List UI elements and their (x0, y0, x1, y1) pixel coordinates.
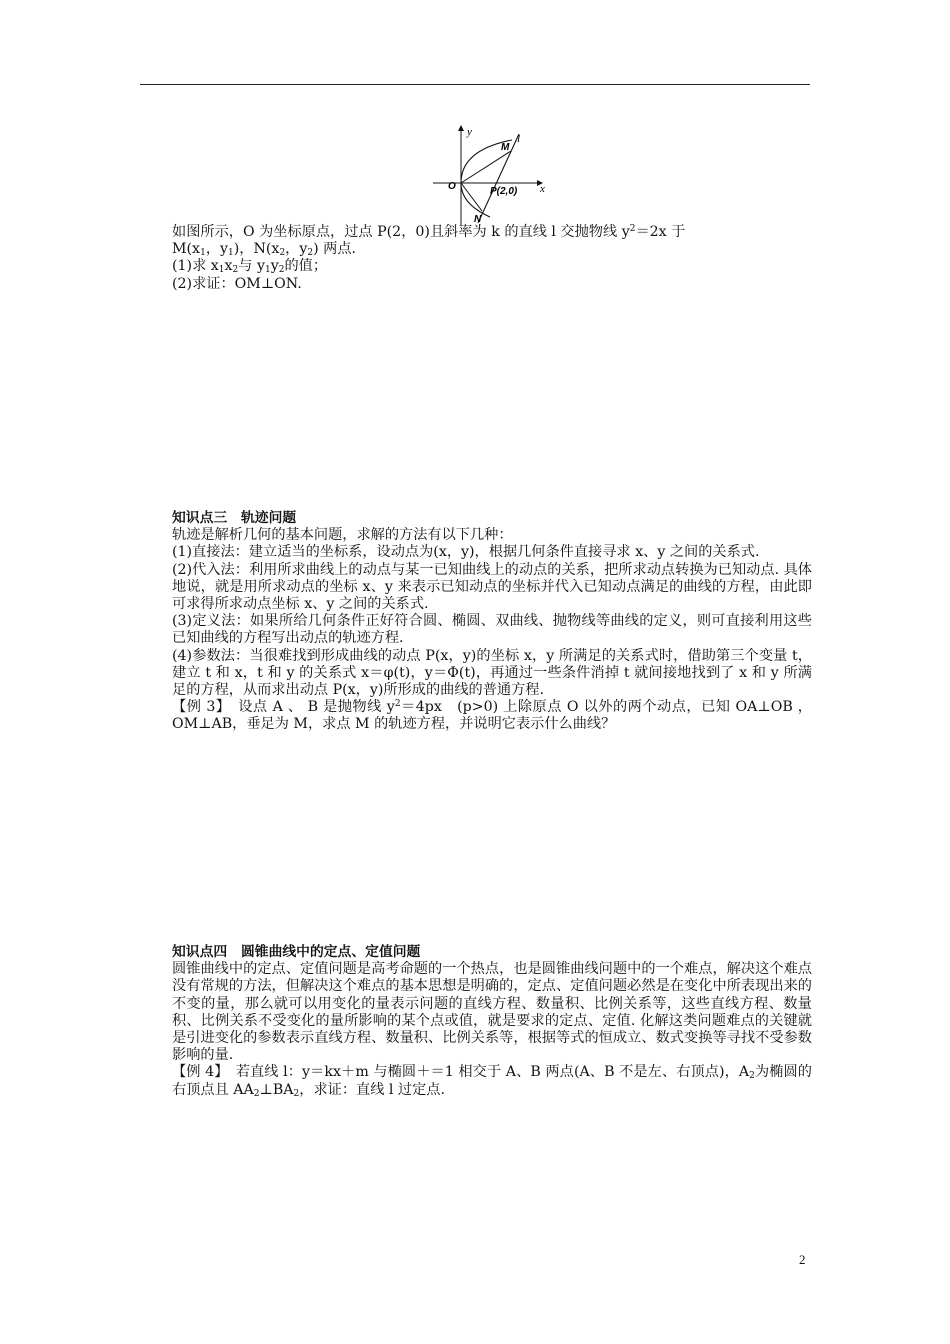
section-3-intro: 轨迹是解析几何的基本问题，求解的方法有以下几种： (172, 527, 513, 544)
method-substitution: (2)代入法：利用所求曲线上的动点与某一已知曲线上的动点的关系，把所求动点转换为已知动点. 具体地说，就是用所求动点的坐标 x、y 来表示已知动点的坐标并代入已知动点满足的曲线的方程，由此即可求得所求动点坐标 x、y 之间的关系式. (172, 561, 812, 613)
method-direct: (1)直接法：建立适当的坐标系，设动点为(x，y)，根据几何条件直接寻求 x、y 之间的关系式. (172, 544, 760, 561)
question-2: (2)求证：OM⊥ON. (172, 275, 302, 292)
method-definition: (3)定义法：如果所给几何条件正好符合圆、椭圆、双曲线、抛物线等曲线的定义，则可直接利用这些已知曲线的方程写出动点的轨迹方程. (172, 613, 812, 647)
problem-block (172, 224, 812, 293)
line-l (478, 134, 519, 223)
problem-statement: 如图所示，O 为坐标原点，过点 P(2，0)且斜率为 k 的直线 l 交抛物线 $y^2=2x$ 于 $M(x_1$，$y_1$)，$N(x_2$，$y_2$) 两点. (172, 224, 686, 259)
y-axis-label: y (467, 126, 472, 138)
parabola-figure (430, 122, 550, 228)
header-rule (140, 84, 810, 85)
method-parameter: (4)参数法：当很难找到形成曲线的动点 P(x，y)的坐标 x，y 所满足的关系式时，借助第三个变量 t，建立 t 和 x，t 和 y 的关系式 x＝φ(t)，y＝Φ(t)，再通过一些条件消掉 t 就间接地找到了 x 和 y 所满足的方程，从而求出动点 P(x，y)所形成的曲线的普通方程. (172, 647, 812, 699)
example-3: 【例 3】 设点 A 、 B 是抛物线 $y^2=4px$ (p>0) 上除原点 O 以外的两个动点，已知 OA⊥OB ，OM⊥AB，垂足为 M，求点 M 的轨迹方程，并说明它表示什么曲线？ (172, 699, 812, 733)
section-4-heading: 知识点四 圆锥曲线中的定点、定值问题 (172, 944, 421, 960)
point-m-label: M (501, 142, 510, 153)
section-4-paragraph: 圆锥曲线中的定点、定值问题是高考命题的一个热点，也是圆锥曲线问题中的一个难点，解决这个难点没有常规的方法，但解决这个难点的基本思想是明确的，定点、定值问题必然是在变化中所表现出来的不变的量，那么就可以用变化的量表示问题的直线方程、数量积、比例关系等，这些直线方程、数量积、比例关系不受变化的量所影响的某个点或值，就是要求的定点、定值. 化解这类问题难点的关键就是引进变化的参数表示直线方程、数量积、比例关系等，根据等式的恒成立、数式变换等寻找不受参数影响的量. (172, 961, 812, 1064)
section-3-heading: 知识点三 轨迹问题 (172, 510, 297, 526)
line-l-label: l (517, 133, 521, 145)
section-3 (172, 510, 812, 734)
question-1: (1)求 $x_1x_2$与 $y_1y_2$的值； (172, 258, 328, 276)
point-p-label: P(2,0) (490, 186, 518, 197)
page-number: 2 (799, 1252, 806, 1267)
example-4: 【例 4】 若直线 l：y＝kx＋m 与椭圆＋＝1 相交于 A、B 两点(A、B 不是左、右顶点)，$A_2$为椭圆的右顶点且 $AA_2\perp BA_2$，求证：直线 l 过定点. (172, 1064, 812, 1099)
section-4 (172, 944, 812, 1099)
y-axis-arrow (458, 125, 464, 131)
origin-label: O (448, 181, 456, 192)
x-axis-label: x (540, 183, 545, 195)
point-n-label: N (474, 214, 482, 225)
